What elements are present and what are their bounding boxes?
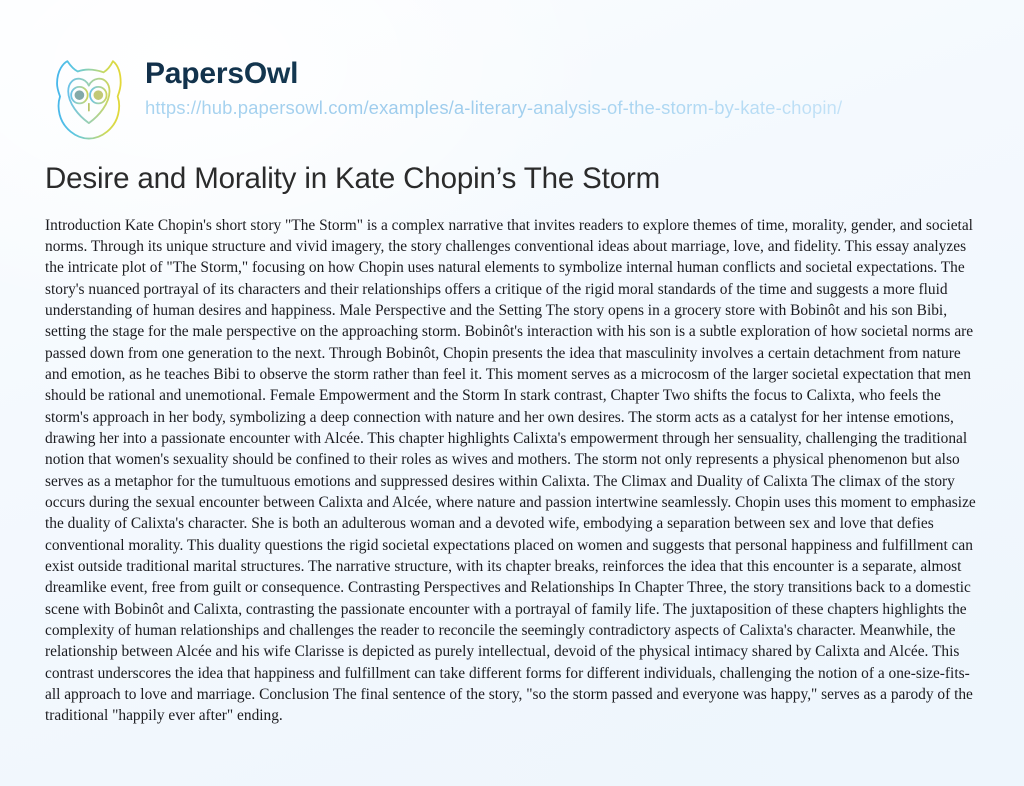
site-header [45,52,842,144]
brand-text-block [145,52,842,120]
article-container [45,160,979,727]
owl-logo-icon [45,54,131,144]
article-body-text: Introduction Kate Chopin's short story "The Storm" is a complex narrative that invites readers to explore themes of time, morality, gender, and societal norms. Through its unique structure and vivid imagery, the story challenges conventional ideas about marriage, love, and fidelity. This essay analyzes the intricate plot of "The Storm," focusing on how Chopin uses natural elements to symbolize internal human conflicts and societal expectations. The story's nuanced portrayal of its characters and their relationships offers a critique of the rigid moral standards of the time and suggests a more fluid understanding of human desires and happiness. Male Perspective and the Setting The story opens in a grocery store with Bobinôt and his son Bibi, setting the stage for the male perspective on the approaching storm. Bobinôt's interaction with his son is a subtle exploration of how societal norms are passed down from one generation to the next. Through Bobinôt, Chopin presents the idea that masculinity involves a certain detachment from nature and emotion, as he teaches Bibi to observe the storm rather than feel it. This moment serves as a microcosm of the larger societal expectation that men should be rational and unemotional. Female Empowerment and the Storm In stark contrast, Chapter Two shifts the focus to Calixta, who feels the storm's approach in her body, symbolizing a deep connection with nature and her own desires. The storm acts as a catalyst for her intense emotions, drawing her into a passionate encounter with Alcée. This chapter highlights Calixta's empowerment through her sensuality, challenging the traditional notion that women's sexuality should be confined to their roles as wives and mothers. The storm not only represents a physical phenomenon but also serves as a metaphor for the tumultuous emotions and suppressed desires within Calixta. The Climax and Duality of Calixta The climax of the story occurs during the sexual encounter between Calixta and Alcée, where nature and passion intertwine seamlessly. Chopin uses this moment to emphasize the duality of Calixta's character. She is both an adulterous woman and a devoted wife, embodying a separation between sex and love that defies conventional morality. This duality questions the rigid societal expectations placed on women and suggests that personal happiness and fulfillment can exist outside traditional marital structures. The narrative structure, with its chapter breaks, reinforces the idea that this encounter is a separate, almost dreamlike event, free from guilt or consequence. Contrasting Perspectives and Relationships In Chapter Three, the story transitions back to a domestic scene with Bobinôt and Calixta, contrasting the passionate encounter with a portrayal of family life. The juxtaposition of these chapters highlights the complexity of human relationships and challenges the reader to reconcile the seemingly contradictory aspects of Calixta's character. Meanwhile, the relationship between Alcée and his wife Clarisse is depicted as purely intellectual, devoid of the physical intimacy shared by Calixta and Alcée. This contrast underscores the idea that happiness and fulfillment can take different forms for different individuals, challenging the notion of a one-size-fits-all approach to love and marriage. Conclusion The final sentence of the story, "so the storm passed and everyone was happy," serves as a parody of the traditional "happily ever after" ending. [45,216,976,725]
brand-name: PapersOwl [145,56,842,91]
page-title: Desire and Morality in Kate Chopin’s The Storm [45,162,661,195]
source-url-link[interactable]: https://hub.papersowl.com/examples/a-literary-analysis-of-the-storm-by-kate-chopin/ [145,97,843,119]
